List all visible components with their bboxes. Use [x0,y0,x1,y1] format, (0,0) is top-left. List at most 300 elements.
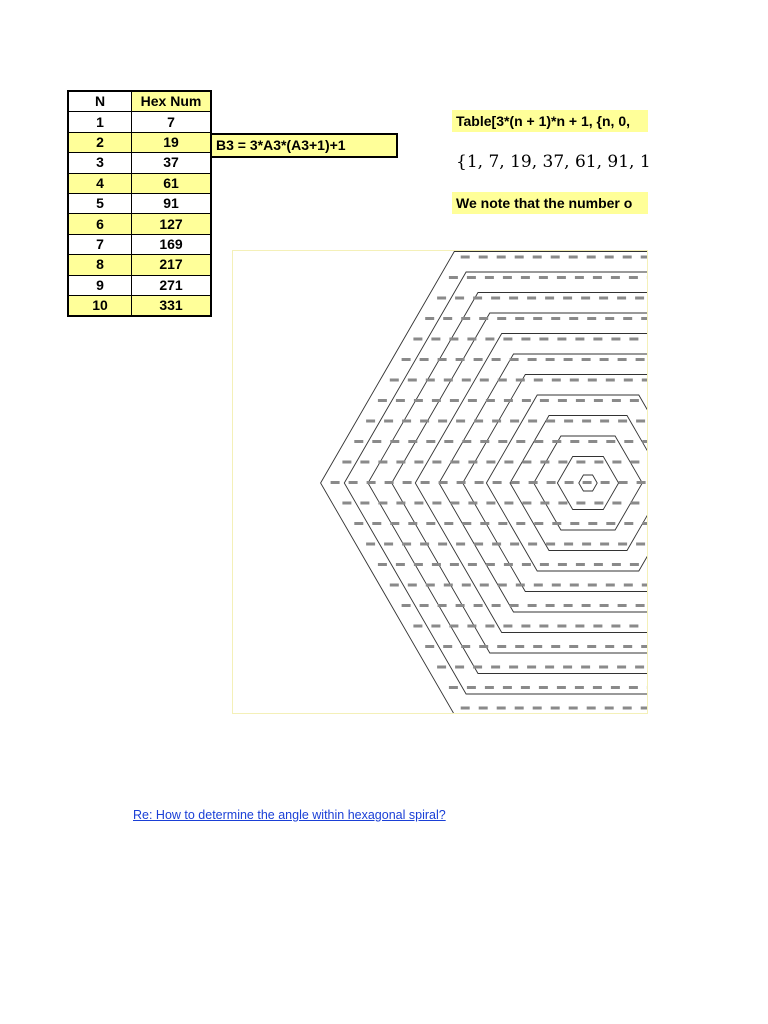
spiral-number-mark [629,276,638,279]
spiral-number-mark [527,666,536,669]
cell-n[interactable]: 9 [68,275,132,295]
spiral-number-mark [557,625,566,628]
spiral-number-mark [473,297,482,300]
spiral-number-mark [504,461,513,464]
table-header-row [68,91,211,112]
spiral-number-mark [504,502,513,505]
spiral-number-mark [462,440,471,443]
spiral-number-mark [624,522,633,525]
spiral-number-mark [461,707,470,710]
cell-hex-num[interactable]: 169 [132,234,212,254]
spiral-ring [439,354,647,612]
spiral-number-mark [443,645,452,648]
spiral-number-mark [563,666,572,669]
spiral-number-mark [497,256,506,259]
spiral-number-mark [444,440,453,443]
spiral-number-mark [558,399,567,402]
spiral-number-mark [480,584,489,587]
spiral-number-mark [480,522,489,525]
spiral-number-mark [378,461,387,464]
spiral-number-mark [468,563,477,566]
spiral-number-mark [564,358,573,361]
spiral-number-mark [618,420,627,423]
spiral-number-mark [479,317,488,320]
spiral-number-mark [588,379,597,382]
spiral-number-mark [349,481,358,484]
table-row [68,173,211,193]
spiral-number-mark [444,584,453,587]
spiral-number-mark [390,584,399,587]
spiral-number-mark [534,440,543,443]
spiral-number-mark [557,686,566,689]
spiral-number-mark [539,276,548,279]
spiral-number-mark [431,625,440,628]
cell-n[interactable]: 7 [68,234,132,254]
spiral-number-mark [565,481,574,484]
spiral-number-mark [443,317,452,320]
cell-hex-num[interactable]: 91 [132,193,212,213]
spiral-number-mark [426,440,435,443]
spiral-number-mark [354,440,363,443]
spiral-number-mark [605,707,614,710]
spiral-number-mark [593,686,602,689]
spiral-number-mark [462,584,471,587]
spiral-number-mark [462,379,471,382]
spiral-number-mark [564,420,573,423]
spiral-number-mark [587,645,596,648]
cell-n[interactable]: 2 [68,132,132,152]
spiral-number-mark [617,297,626,300]
spiral-number-mark [515,256,524,259]
spiral-number-mark [623,317,632,320]
hex-number-table [67,90,212,317]
spiral-number-mark [583,481,592,484]
spiral-number-mark [575,338,584,341]
cell-hex-num[interactable]: 271 [132,275,212,295]
spiral-number-mark [569,707,578,710]
spiral-number-mark [504,563,513,566]
spiral-number-mark [630,461,639,464]
cell-n[interactable]: 6 [68,214,132,234]
spiral-number-mark [623,256,632,259]
cell-hex-num[interactable]: 127 [132,214,212,234]
spiral-number-mark [521,625,530,628]
spiral-number-mark [378,563,387,566]
spiral-number-mark [557,338,566,341]
spiral-number-mark [564,543,573,546]
spiral-number-mark [539,338,548,341]
spiral-number-mark [601,481,610,484]
spiral-number-mark [534,379,543,382]
spiral-number-mark [588,522,597,525]
spiral-number-mark [582,420,591,423]
spiral-number-mark [612,502,621,505]
spiral-number-mark [455,666,464,669]
spiral-number-mark [413,338,422,341]
spiral-number-mark [564,604,573,607]
spiral-number-mark [576,461,585,464]
spiral-number-mark [522,399,531,402]
spiral-number-mark [594,563,603,566]
spiral-number-mark [569,317,578,320]
spiral-number-mark [402,420,411,423]
spiral-number-mark [600,604,609,607]
spiral-number-mark [540,563,549,566]
table-row [68,214,211,234]
spiral-number-mark [522,502,531,505]
spiral-number-mark [528,543,537,546]
spiral-number-mark [630,563,639,566]
spiral-number-mark [533,645,542,648]
spiral-number-mark [570,522,579,525]
spiral-number-mark [636,543,645,546]
spiral-number-mark [438,420,447,423]
spiral-number-mark [575,276,584,279]
spiral-number-mark [624,584,633,587]
hexagonal-spiral-image [232,250,648,714]
spiral-number-mark [635,666,644,669]
spiral-number-mark [642,522,647,525]
spiral-number-mark [515,317,524,320]
spiral-number-mark [396,563,405,566]
spiral-number-mark [563,297,572,300]
spiral-number-mark [457,481,466,484]
cell-hex-num[interactable]: 37 [132,153,212,173]
spiral-number-mark [467,625,476,628]
spiral-number-mark [641,707,647,710]
spiral-number-mark [450,461,459,464]
spiral-number-mark [491,666,500,669]
spiral-number-mark [600,358,609,361]
spiral-number-mark [456,420,465,423]
spiral-number-mark [515,707,524,710]
spiral-number-mark [606,522,615,525]
spiral-number-mark [420,358,429,361]
cell-hex-num[interactable]: 61 [132,173,212,193]
spiral-number-mark [528,604,537,607]
spiral-number-mark [402,604,411,607]
spiral-number-mark [450,502,459,505]
spiral-number-mark [570,440,579,443]
spiral-number-mark [576,502,585,505]
spiral-number-mark [637,481,646,484]
spiral-number-mark [569,256,578,259]
cell-n[interactable]: 10 [68,295,132,316]
spiral-number-mark [485,686,494,689]
spiral-number-mark [539,686,548,689]
spiral-number-mark [641,256,647,259]
spiral-number-mark [529,481,538,484]
spiral-number-mark [606,584,615,587]
spiral-number-mark [479,256,488,259]
table-row [68,255,211,275]
spiral-number-mark [485,338,494,341]
spiral-number-mark [426,584,435,587]
spiral-number-mark [516,379,525,382]
spiral-number-mark [461,317,470,320]
spiral-number-mark [617,666,626,669]
spiral-number-mark [509,297,518,300]
spiral-number-mark [503,338,512,341]
spiral-number-mark [474,543,483,546]
spiral-number-mark [480,440,489,443]
spiral-number-mark [408,379,417,382]
spiral-number-mark [431,338,440,341]
spiral-number-mark [618,543,627,546]
spiral-number-mark [432,502,441,505]
cell-hex-num[interactable]: 217 [132,255,212,275]
spiral-number-mark [642,584,647,587]
spiral-number-mark [414,461,423,464]
spiral-number-mark [594,502,603,505]
cell-hex-num[interactable]: 331 [132,295,212,316]
spiral-number-mark [408,440,417,443]
spiral-number-mark [534,584,543,587]
spiral-number-mark [492,543,501,546]
spiral-number-mark [486,399,495,402]
spiral-number-mark [545,297,554,300]
mathematica-output-line: {1, 7, 19, 37, 61, 91, 1 [456,152,651,172]
spiral-number-mark [510,604,519,607]
spiral-number-mark [594,461,603,464]
spiral-number-mark [432,461,441,464]
spiral-number-mark [444,379,453,382]
spiral-number-mark [437,297,446,300]
spiral-number-mark [385,481,394,484]
spiral-number-mark [503,276,512,279]
spiral-number-mark [491,297,500,300]
spiral-number-mark [449,338,458,341]
reference-link[interactable]: Re: How to determine the angle within hexagonal spiral? [133,808,446,822]
spiral-number-mark [558,563,567,566]
spiral-number-mark [492,420,501,423]
column-header-hex-num[interactable]: Hex Num [132,91,212,112]
spiral-number-mark [510,420,519,423]
spiral-number-mark [581,297,590,300]
spiral-number-mark [420,420,429,423]
spiral-number-mark [408,584,417,587]
spiral-number-mark [551,256,560,259]
spiral-number-mark [408,522,417,525]
spiral-number-mark [439,481,448,484]
spiral-number-mark [372,440,381,443]
spiral-number-mark [354,522,363,525]
spiral-number-mark [366,543,375,546]
spiral-number-mark [414,502,423,505]
spiral-number-mark [629,686,638,689]
spiral-number-mark [611,338,620,341]
spiral-number-mark [557,276,566,279]
spiral-number-mark [467,276,476,279]
spiral-number-mark [527,297,536,300]
spiral-number-mark [456,543,465,546]
cell-hex-num[interactable]: 19 [132,132,212,152]
spiral-number-mark [497,317,506,320]
spiral-number-mark [467,686,476,689]
spiral-number-mark [360,461,369,464]
spiral-number-mark [461,645,470,648]
mathematica-input-line: Table[3*(n + 1)*n + 1, {n, 0, [452,110,648,132]
spiral-number-mark [521,276,530,279]
spiral-number-mark [503,686,512,689]
spiral-number-mark [587,707,596,710]
spiral-number-mark [432,399,441,402]
spiral-number-mark [546,604,555,607]
spiral-number-mark [390,440,399,443]
spiral-number-mark [342,461,351,464]
spiral-number-mark [492,604,501,607]
spiral-number-mark [367,481,376,484]
spiral-number-mark [593,625,602,628]
spiral-number-mark [618,604,627,607]
spiral-number-mark [516,584,525,587]
spiral-number-mark [461,256,470,259]
spiral-number-mark [528,358,537,361]
spiral-number-mark [587,256,596,259]
spiral-number-mark [396,461,405,464]
spiral-number-mark [546,420,555,423]
spiral-number-mark [606,440,615,443]
spiral-number-mark [611,686,620,689]
spiral-number-mark [438,358,447,361]
spiral-number-mark [504,399,513,402]
spiral-number-mark [546,543,555,546]
spiral-number-mark [623,645,632,648]
spiral-number-mark [468,461,477,464]
spiral-number-mark [551,645,560,648]
spiral-number-mark [641,645,647,648]
spiral-number-mark [576,563,585,566]
spiral-number-mark [600,543,609,546]
spiral-number-mark [438,604,447,607]
spiral-number-mark [575,686,584,689]
spiral-number-mark [498,379,507,382]
spiral-number-mark [432,563,441,566]
cell-n[interactable]: 1 [68,112,132,132]
formula-cell[interactable]: B3 = 3*A3*(A3+1)+1 [210,133,398,158]
spiral-number-mark [624,440,633,443]
spiral-number-mark [540,502,549,505]
spiral-number-mark [539,625,548,628]
spiral-number-mark [402,358,411,361]
spiral-number-mark [425,317,434,320]
column-header-n[interactable]: N [68,91,132,112]
spiral-number-mark [421,481,430,484]
spiral-number-mark [582,604,591,607]
spiral-number-mark [425,645,434,648]
spiral-number-mark [438,543,447,546]
spiral-number-mark [360,502,369,505]
spiral-number-mark [623,707,632,710]
spiral-number-mark [528,420,537,423]
spiral-number-mark [630,399,639,402]
spiral-number-mark [449,686,458,689]
spiral-number-mark [480,379,489,382]
spiral-number-mark [551,317,560,320]
table-row [68,132,211,152]
spiral-number-mark [612,399,621,402]
spiral-number-mark [498,440,507,443]
cell-hex-num[interactable]: 7 [132,112,212,132]
spiral-number-mark [516,440,525,443]
spiral-number-mark [396,399,405,402]
spiral-number-mark [366,420,375,423]
spiral-number-mark [426,522,435,525]
spiral-number-mark [450,563,459,566]
spiral-number-mark [414,563,423,566]
spiral-number-mark [479,707,488,710]
table-row [68,193,211,213]
spiral-number-mark [509,666,518,669]
spiral-number-mark [403,481,412,484]
spiral-number-mark [497,645,506,648]
spiral-number-mark [606,379,615,382]
spiral-number-mark [342,502,351,505]
spiral-number-mark [486,461,495,464]
cell-n[interactable]: 5 [68,193,132,213]
spiral-number-mark [624,379,633,382]
cell-n[interactable]: 3 [68,153,132,173]
spiral-number-mark [576,399,585,402]
spiral-number-mark [581,666,590,669]
cell-n[interactable]: 4 [68,173,132,193]
spiral-number-mark [503,625,512,628]
spiral-number-mark [396,502,405,505]
spiral-number-mark [594,399,603,402]
spiral-number-mark [437,666,446,669]
spiral-number-mark [462,522,471,525]
spiral-number-mark [390,522,399,525]
spiral-number-mark [510,543,519,546]
spiral-number-mark [569,645,578,648]
spiral-number-mark [582,358,591,361]
table-row [68,112,211,132]
spiral-number-mark [547,481,556,484]
spiral-number-mark [575,625,584,628]
table-row [68,153,211,173]
spiral-number-mark [599,297,608,300]
spiral-number-mark [474,358,483,361]
spiral-number-mark [605,256,614,259]
spiral-number-mark [372,522,381,525]
spiral-number-mark [474,420,483,423]
spiral-number-mark [522,563,531,566]
spiral-number-mark [444,522,453,525]
spiral-number-mark [629,625,638,628]
spiral-number-mark [612,563,621,566]
spiral-number-mark [588,440,597,443]
spiral-number-mark [636,604,645,607]
spiral-number-mark [450,399,459,402]
cell-n[interactable]: 8 [68,255,132,275]
spiral-number-mark [413,625,422,628]
spiral-number-mark [426,379,435,382]
spiral-number-mark [588,584,597,587]
spiral-number-mark [498,584,507,587]
spiral-number-mark [611,625,620,628]
spiral-number-mark [552,440,561,443]
spiral-number-mark [456,358,465,361]
spiral-number-mark [540,461,549,464]
spiral-number-mark [467,338,476,341]
spiral-number-mark [521,686,530,689]
spiral-number-mark [479,645,488,648]
spiral-number-mark [390,379,399,382]
spiral-number-mark [570,379,579,382]
spiral-number-mark [540,399,549,402]
spiral-number-mark [641,317,647,320]
spiral-number-mark [486,563,495,566]
